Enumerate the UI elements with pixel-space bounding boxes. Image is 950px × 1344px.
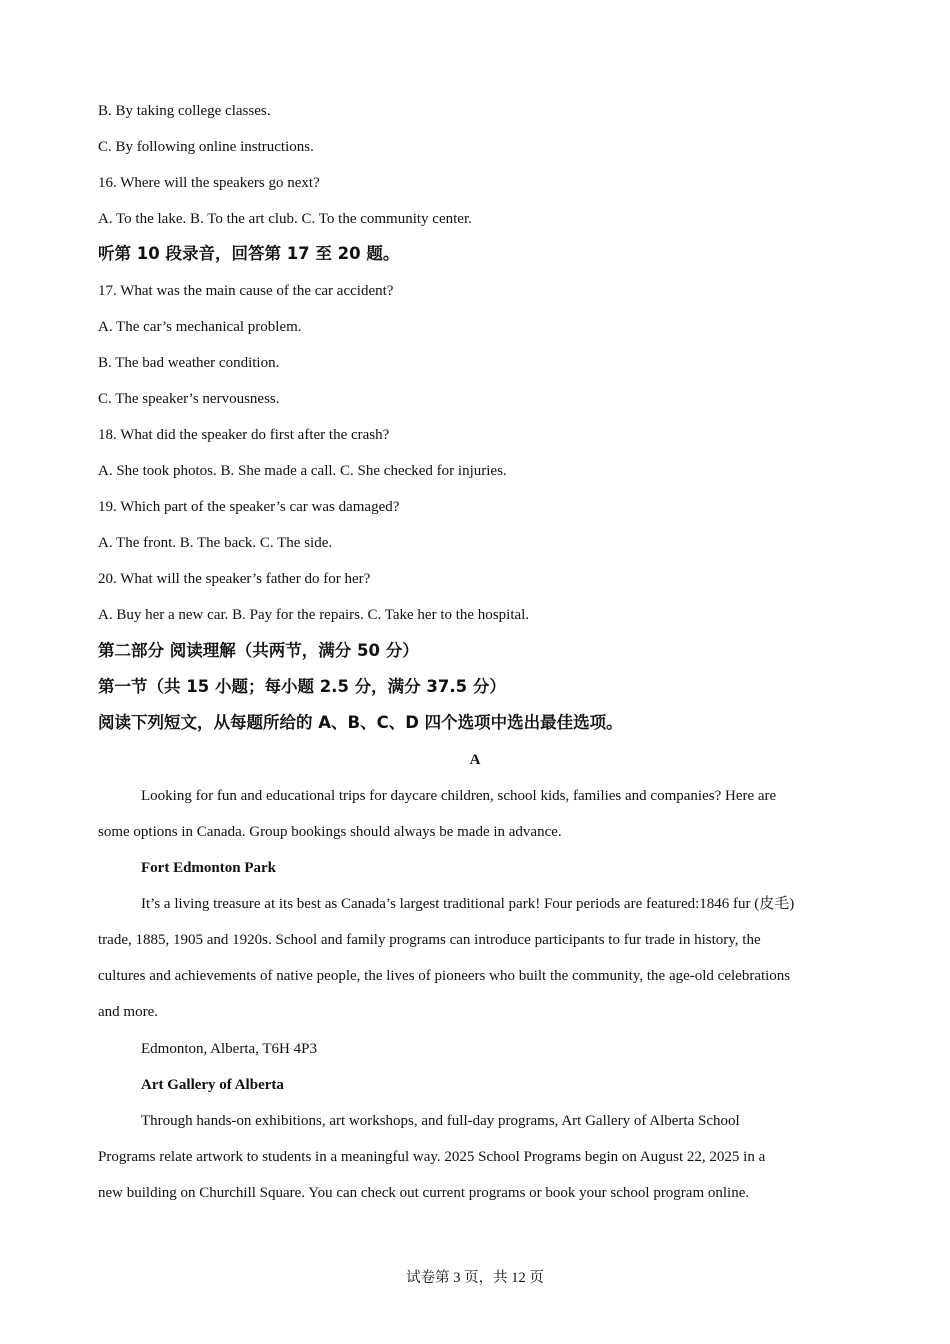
art-gallery-line-2: Programs relate artwork to students in a meaningful way. 2025 School Programs begin on August 22, 2025 in a (98, 1149, 766, 1165)
section-one-heading: 第一节（共 15 小题；每小题 2.5 分，满分 37.5 分） (98, 677, 506, 696)
heading-art-gallery-of-alberta: Art Gallery of Alberta (141, 1077, 284, 1093)
passage-title: A (469, 752, 481, 768)
question-20: 20. What will the speaker’s father do for her? (98, 571, 371, 587)
art-gallery-line-1: Through hands-on exhibitions, art workshops, and full-day programs, Art Gallery of Alberta School (141, 1113, 740, 1129)
fort-edmonton-line-2: trade, 1885, 1905 and 1920s. School and family programs can introduce participants to fur trade in history, the (98, 932, 761, 948)
passage-intro-line-2: some options in Canada. Group bookings should always be made in advance. (98, 824, 562, 840)
options-20: A. Buy her a new car. B. Pay for the repairs. C. Take her to the hospital. (98, 607, 530, 623)
heading-fort-edmonton-park: Fort Edmonton Park (141, 860, 276, 876)
fort-edmonton-address: Edmonton, Alberta, T6H 4P3 (141, 1041, 317, 1057)
fort-edmonton-line-1: It’s a living treasure at its best as Canada’s largest traditional park! Four periods are featured:1846 fur (皮毛) (141, 896, 795, 912)
fort-edmonton-line-3: cultures and achievements of native people, the lives of pioneers who built the community, the age-old celebrations (98, 968, 791, 984)
option-17a: A. The car’s mechanical problem. (98, 319, 302, 335)
reading-instructions: 阅读下列短文，从每题所给的 A、B、C、D 四个选项中选出最佳选项。 (98, 713, 623, 732)
options-18: A. She took photos. B. She made a call. C. She checked for injuries. (98, 463, 507, 479)
options-16: A. To the lake. B. To the art club. C. To the community center. (98, 211, 472, 227)
option-15b: B. By taking college classes. (98, 103, 271, 119)
part-two-heading: 第二部分 阅读理解（共两节，满分 50 分） (98, 641, 419, 660)
question-16: 16. Where will the speakers go next? (98, 175, 320, 191)
question-18: 18. What did the speaker do first after the crash? (98, 427, 390, 443)
question-19: 19. Which part of the speaker’s car was damaged? (98, 499, 400, 515)
section-heading-recording-10: 听第 10 段录音，回答第 17 至 20 题。 (98, 244, 400, 263)
options-19: A. The front. B. The back. C. The side. (98, 535, 333, 551)
passage-intro-line-1: Looking for fun and educational trips for daycare children, school kids, families and companies? Here are (141, 788, 777, 804)
option-17c: C. The speaker’s nervousness. (98, 391, 280, 407)
fort-edmonton-line-4: and more. (98, 1004, 158, 1020)
art-gallery-line-3: new building on Churchill Square. You can check out current programs or book your school program online. (98, 1185, 750, 1201)
question-17: 17. What was the main cause of the car accident? (98, 283, 394, 299)
option-15c: C. By following online instructions. (98, 139, 314, 155)
page-footer: 试卷第 3 页，共 12 页 (406, 1270, 544, 1286)
option-17b: B. The bad weather condition. (98, 355, 280, 371)
